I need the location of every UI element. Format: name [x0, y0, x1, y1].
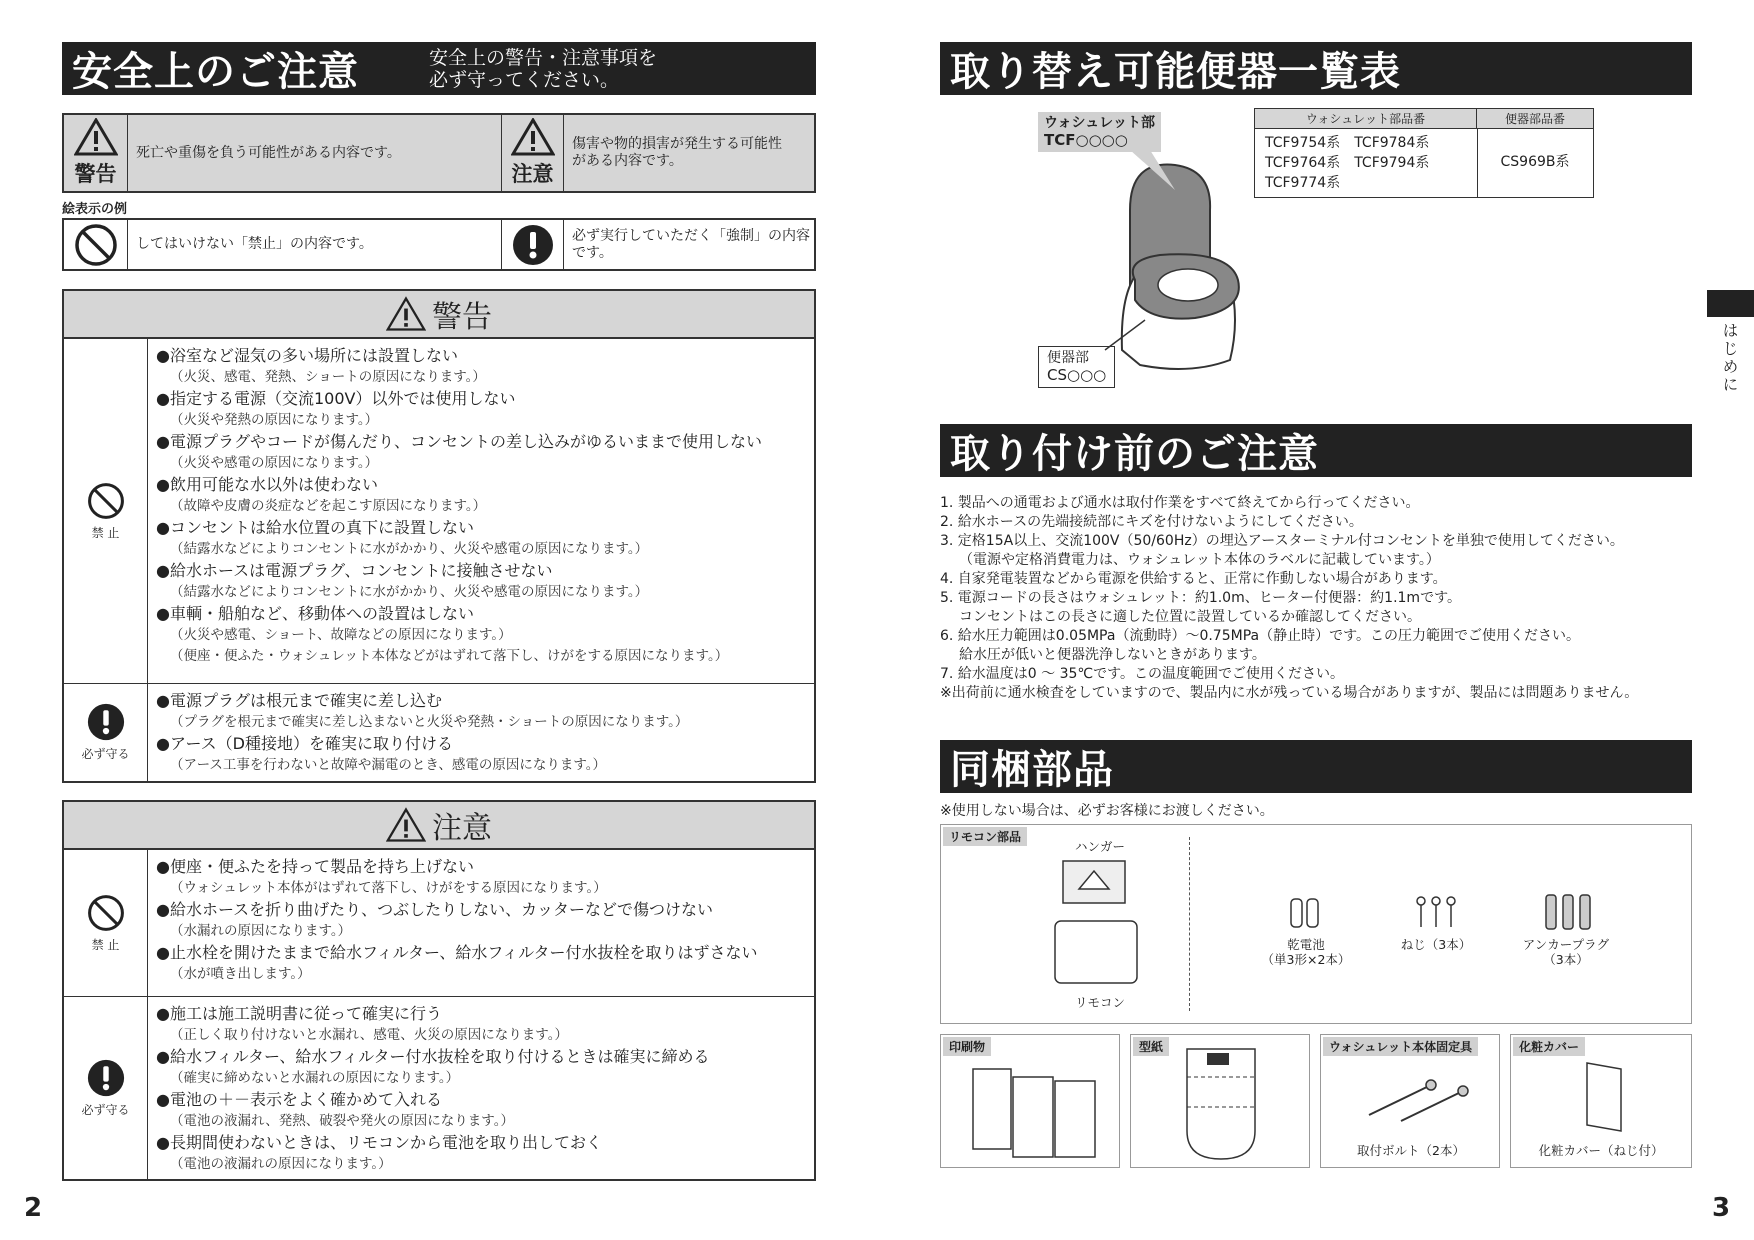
mandatory-text: 必ず実行していただく「強制」の内容です。	[572, 227, 810, 261]
list-item-note: （正しく取り付けないと水漏れ、感電、火災の原因になります。）	[170, 1027, 568, 1043]
caution-section-title: 注意	[432, 811, 492, 846]
list-item: ●長期間使わないときは、リモコンから電池を取り出しておく	[156, 1133, 602, 1152]
list-item: ●飲用可能な水以外は使わない	[156, 475, 378, 494]
remote-parts-box	[940, 824, 1692, 1024]
prohibit-icon	[87, 482, 125, 520]
list-item-note: （結露水などによりコンセントに水がかかり、火災や感電の原因になります。）	[170, 584, 649, 600]
remote-caption: リモコン	[1074, 995, 1125, 1010]
caution-triangle-icon	[386, 807, 426, 843]
washlet-callout	[1038, 112, 1161, 152]
anchor-caption-line1: アンカープラグ	[1522, 937, 1610, 952]
warning-mandatory-label: 必ず守る	[81, 747, 130, 761]
cover-caption: 化粧カバー（ねじ付）	[1538, 1143, 1664, 1158]
table-bowl-model: CS969B系	[1500, 154, 1570, 170]
remote-parts-divider	[1189, 837, 1190, 1011]
page-number-right: 3	[1712, 1193, 1731, 1223]
mandatory-icon	[512, 224, 554, 266]
remote-image	[1051, 917, 1141, 987]
list-item-note: （電池の液漏れ、発熱、破裂や発火の原因になります。）	[170, 1113, 514, 1129]
list-item: ●給水ホースを折り曲げたり、つぶしたりしない、カッターなどで傷つけない	[156, 900, 714, 919]
note-item: 5. 電源コードの長さはウォシュレット：約1.0m、ヒーター付便器：約1.1mです。	[940, 590, 1461, 606]
table-cell: TCF9764系 TCF9794系	[1265, 155, 1430, 171]
page-number-left: 2	[24, 1193, 43, 1223]
caution-legend-text: 傷害や物的損害が発生する可能性がある内容です。	[572, 136, 782, 169]
prohibit-text-cell	[128, 220, 502, 269]
battery-caption-line1: 乾電池	[1287, 937, 1325, 952]
prohibit-icon-cell	[64, 220, 128, 269]
warning-legend-label: 警告	[74, 162, 117, 186]
cover-label: 化粧カバー	[1513, 1037, 1585, 1056]
compatibility-table	[1254, 108, 1594, 198]
fixture-box	[1320, 1034, 1500, 1168]
printed-materials-box	[940, 1034, 1120, 1168]
warning-legend-text: 死亡や重傷を負う可能性がある内容です。	[136, 144, 401, 161]
printed-materials-label: 印刷物	[943, 1037, 991, 1056]
list-item: ●電源プラグは根元まで確実に差し込む	[156, 691, 442, 710]
list-item: ●給水ホースは電源プラグ、コンセントに接触させない	[156, 561, 553, 580]
caution-mandatory-items	[156, 1003, 808, 1175]
list-item-note: （結露水などによりコンセントに水がかかり、火災や感電の原因になります。）	[170, 541, 649, 557]
remote-parts-label: リモコン部品	[943, 827, 1027, 846]
table-washlet-models	[1265, 133, 1429, 193]
bowl-callout-pointer	[1100, 315, 1160, 355]
caution-mandatory-label: 必ず守る	[81, 1102, 130, 1117]
warning-mandatory-icon-col	[64, 684, 148, 781]
caution-section-header	[64, 802, 814, 850]
warning-legend-text-cell	[128, 115, 502, 191]
table-header-washlet: ウォシュレット部品番	[1255, 109, 1477, 129]
table-header-bowl: 便器部品番	[1477, 109, 1593, 129]
caution-prohibit-row	[64, 850, 814, 996]
note-item: コンセントはこの長さに適した位置に設置しているか確認してください。	[959, 609, 1421, 625]
washlet-callout-line2: TCF○○○○	[1044, 131, 1128, 149]
template-box	[1130, 1034, 1310, 1168]
warning-mandatory-items	[156, 690, 808, 776]
table-cell: TCF9774系	[1265, 175, 1341, 191]
mandatory-text-cell	[564, 220, 814, 269]
caution-mandatory-icon-col	[64, 997, 148, 1179]
list-item-note: （火災や感電の原因になります。）	[170, 455, 379, 471]
cover-box	[1510, 1034, 1692, 1168]
battery-image	[1287, 895, 1323, 931]
caution-legend-icon-cell	[502, 115, 564, 191]
safety-title: 安全上のご注意	[72, 49, 359, 95]
warning-prohibit-row	[64, 339, 814, 683]
warning-section-title: 警告	[432, 300, 492, 335]
cover-image	[1579, 1059, 1629, 1135]
warning-prohibit-label: 禁 止	[91, 525, 120, 540]
hanger-image	[1059, 857, 1129, 907]
note-item: 3. 定格15A以上、交流100V（50/60Hz）の埋込アースターミナル付コンセントを単独で使用してください。	[940, 533, 1624, 549]
precaution-title-bar	[940, 424, 1692, 477]
list-item-note: （水漏れの原因になります。）	[170, 923, 352, 939]
washlet-callout-line1: ウォシュレット部	[1044, 115, 1156, 131]
bowl-callout-line2: CS○○○	[1047, 366, 1107, 384]
caution-section	[62, 800, 816, 1181]
anchor-image	[1541, 893, 1595, 931]
list-item: ●施工は施工説明書に従って確実に行う	[156, 1004, 442, 1023]
caution-mandatory-row	[64, 996, 814, 1179]
side-tab-text: はじめに	[1720, 322, 1739, 394]
mandatory-icon	[87, 703, 125, 741]
parts-title-bar	[940, 740, 1692, 793]
screw-caption: ねじ（3本）	[1400, 937, 1472, 952]
list-item-note: （プラグを根元まで確実に差し込まないと火災や発熱・ショートの原因になります。）	[170, 714, 689, 730]
caution-legend-label: 注意	[511, 162, 554, 186]
list-item-note: （ウォシュレット本体がはずれて落下し、けがをする原因になります。）	[170, 880, 607, 896]
precaution-notes	[940, 494, 1680, 703]
list-item: ●指定する電源（交流100V）以外では使用しない	[156, 389, 516, 408]
example-heading: 絵表示の例	[62, 202, 128, 217]
warning-section	[62, 289, 816, 783]
anchor-caption-line2: （3本）	[1543, 952, 1589, 967]
battery-caption	[1251, 937, 1361, 967]
note-item: （電源や定格消費電力は、ウォシュレット本体のラベルに記載しています。）	[959, 552, 1440, 568]
safety-subtitle	[429, 47, 657, 91]
battery-caption-line2: （単3形×2本）	[1261, 952, 1351, 967]
list-item-note: （便座・便ふた・ウォシュレット本体などがはずれて落下し、けがをする原因になります。）	[170, 648, 729, 664]
list-item: ●電池の＋－表示をよく確かめて入れる	[156, 1090, 442, 1109]
list-item: ●便座・便ふたを持って製品を持ち上げない	[156, 857, 474, 876]
note-item: 6. 給水圧力範囲は0.05MPa（流動時）～0.75MPa（静止時）です。この圧力範囲でご使用ください。	[940, 628, 1580, 644]
fixture-label: ウォシュレット本体固定具	[1323, 1037, 1478, 1056]
note-item: 4. 自家発電装置などから電源を供給すると、正常に作動しない場合があります。	[940, 571, 1447, 587]
fixture-caption: 取付ボルト（2本）	[1357, 1143, 1465, 1158]
caution-prohibit-label: 禁 止	[91, 937, 120, 952]
parts-title: 同梱部品	[950, 747, 1114, 793]
parts-note: ※使用しない場合は、必ずお客様にお渡しください。	[940, 803, 1274, 819]
list-item-note: （故障や皮膚の炎症などを起こす原因になります。）	[170, 498, 487, 514]
list-item: ●コンセントは給水位置の真下に設置しない	[156, 518, 474, 537]
warning-legend-icon-cell	[64, 115, 128, 191]
list-item: ●電源プラグやコードが傷んだり、コンセントの差し込みがゆるいままで使用しない	[156, 432, 762, 451]
warning-prohibit-icon-col	[64, 339, 148, 683]
list-item-note: （火災や発熱の原因になります。）	[170, 412, 379, 428]
template-label: 型紙	[1133, 1037, 1169, 1056]
list-item: ●車輌・船舶など、移動体への設置はしない	[156, 604, 474, 623]
list-item-note: （火災や感電、ショート、故障などの原因になります。）	[170, 627, 512, 643]
compatible-title-bar	[940, 42, 1692, 95]
list-item-note: （水が噴き出します。）	[170, 966, 311, 982]
note-item: 2. 給水ホースの先端接続部にキズを付けないようにしてください。	[940, 514, 1363, 530]
list-item-note: （確実に締めないと水漏れの原因になります。）	[170, 1070, 460, 1086]
warning-mandatory-row	[64, 683, 814, 781]
list-item: ●止水栓を開けたままで給水フィルター、給水フィルター付水抜栓を取りはずさない	[156, 943, 758, 962]
legend-box	[62, 113, 816, 193]
table-cell: TCF9754系 TCF9784系	[1265, 135, 1430, 151]
warning-prohibit-items	[156, 345, 808, 667]
list-item-note: （電池の液漏れの原因になります。）	[170, 1156, 392, 1172]
note-item: 7. 給水温度は0 ～ 35℃です。この温度範囲でご使用ください。	[940, 666, 1345, 682]
mandatory-icon-cell	[502, 220, 564, 269]
list-item-note: （火災、感電、発熱、ショートの原因になります。）	[170, 369, 486, 385]
prohibit-icon	[74, 223, 118, 267]
list-item: ●アース（D種接地）を確実に取り付ける	[156, 734, 454, 753]
list-item-note: （アース工事を行わないと故障や漏電のとき、感電の原因になります。）	[170, 757, 607, 773]
printed-materials-image	[969, 1061, 1099, 1161]
caution-legend-text-cell	[564, 115, 814, 191]
safety-subtitle-line1: 安全上の警告・注意事項を	[429, 46, 658, 69]
note-item: 1. 製品への通電および通水は取付作業をすべて終えてから行ってください。	[940, 495, 1420, 511]
list-item: ●給水フィルター、給水フィルター付水抜栓を取り付けるときは確実に締める	[156, 1047, 710, 1066]
washlet-callout-pointer	[1120, 150, 1180, 210]
prohibit-text: してはいけない「禁止」の内容です。	[136, 236, 373, 252]
template-image	[1181, 1041, 1261, 1165]
warning-triangle-icon	[74, 118, 118, 156]
compatible-title: 取り替え可能便器一覧表	[950, 49, 1401, 95]
caution-triangle-icon	[511, 118, 555, 156]
caution-prohibit-icon-col	[64, 850, 148, 996]
note-item: 給水圧が低いと便器洗浄しないときがあります。	[959, 647, 1266, 663]
prohibit-icon	[87, 894, 125, 932]
safety-title-bar	[62, 42, 816, 95]
warning-section-header	[64, 291, 814, 339]
hanger-caption: ハンガー	[1074, 839, 1125, 854]
screw-image	[1411, 895, 1461, 931]
side-tab	[1707, 290, 1754, 317]
precaution-title: 取り付け前のご注意	[950, 431, 1319, 477]
mandatory-icon	[87, 1059, 125, 1097]
warning-triangle-icon	[386, 296, 426, 332]
caution-prohibit-items	[156, 856, 808, 985]
bolt-image	[1361, 1075, 1471, 1125]
note-item: ※出荷前に通水検査をしていますので、製品内に水が残っている場合がありますが、製品には問題ありません。	[940, 685, 1639, 701]
bowl-callout-line1: 便器部	[1047, 350, 1089, 366]
list-item: ●浴室など湿気の多い場所には設置しない	[156, 346, 458, 365]
safety-subtitle-line2: 必ず守ってください。	[429, 68, 620, 91]
anchor-caption	[1511, 937, 1621, 967]
example-box	[62, 218, 816, 271]
